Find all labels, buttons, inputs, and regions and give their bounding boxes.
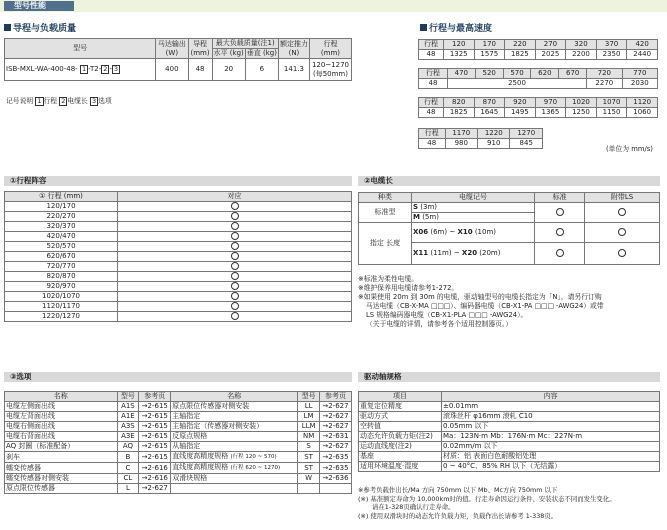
speed-table-3 (418, 97, 658, 118)
option-ref: →2-627 (319, 402, 351, 412)
corner-top: 行程 (425, 69, 440, 77)
lead-cell: 48 (419, 139, 446, 149)
stroke-row-label: 920/970 (5, 282, 118, 292)
stroke-row-label: 620/670 (5, 252, 118, 262)
cable-len: (10m) (474, 228, 497, 236)
speed-cell: 2440 (627, 50, 658, 60)
drive-item: 空转值 (359, 422, 442, 432)
option-model: A3E (117, 432, 139, 442)
stroke-row-label: 1220/1270 (5, 312, 118, 322)
options-title: ③选项 (4, 372, 352, 382)
drive-note: ※参考负载作出长/Ma 方向 750mm 以下 Mb、Mc方向 750mm 以下 (358, 486, 558, 494)
stroke-cell: 770 (622, 69, 657, 79)
drive-content: 0 ~ 40°C、85% RH 以下（无结露） (442, 462, 660, 472)
circle-icon (231, 312, 239, 320)
option-name (171, 463, 298, 474)
cable-code: X06 (413, 228, 429, 236)
cable-note: LS 规格编码器电缆（CB-X1-PLA □□□ -AWG24）。 (366, 311, 528, 319)
circle-icon (231, 272, 239, 280)
stroke-row-label: 520/570 (5, 242, 118, 252)
col-thrust: 额定推力 (N) (279, 39, 308, 57)
stroke-cell: 320 (566, 40, 597, 50)
circle-icon (231, 262, 239, 270)
cable-sep: ~ (453, 249, 460, 257)
speed-cell: 2500 (447, 79, 586, 89)
model-spec-title (4, 21, 76, 34)
stroke-cell: 1170 (445, 129, 477, 139)
option-ref: →2-631 (319, 432, 351, 442)
stroke-cell: 220 (505, 40, 536, 50)
cable-note: ※如果使用 20m 到 30m 的电缆，驱动轴型号的电缆长指定为「N」，请另行订购 (358, 293, 602, 301)
option-ref: →2-615 (139, 442, 171, 452)
thrust-value: 141.3 (278, 59, 309, 81)
speed-corner (419, 129, 446, 139)
drive-item: 动态允许负载力矩(注2) (359, 432, 442, 442)
drive-note: 请在1-328页确认行走寿命。 (372, 503, 455, 511)
stroke-cell: 1120 (627, 98, 658, 108)
option-name: 反原点规格 (171, 432, 298, 442)
option-ref: →2-635 (319, 463, 351, 474)
stroke-list-title: ①行程阵容 (4, 176, 352, 186)
option-name: 蠕变传感器 (5, 463, 118, 474)
col-ls: 附带LS (585, 193, 660, 203)
option-model: L (117, 484, 139, 494)
stroke-cell: 170 (474, 40, 505, 50)
speed-cell: 1150 (596, 108, 627, 118)
stroke-cell: 1220 (478, 129, 510, 139)
cable-len: (5m) (422, 213, 439, 221)
speed-cell: 2200 (566, 50, 597, 60)
stroke-cell: 570 (503, 69, 531, 79)
drive-note: (※) 基准额定寿命为 10,000km时的值。行走寿命因运行条件、安装状态不同而发生变化。 (358, 494, 616, 503)
cable-len: (20m) (479, 249, 501, 257)
drive-content: 0.05mm 以下 (442, 422, 660, 432)
header-bar (0, 0, 667, 12)
speed-cell: 1825 (443, 108, 474, 118)
legend-box-3: 3 (91, 97, 97, 105)
stroke-cell: 370 (596, 40, 627, 50)
speed-cell: 845 (510, 139, 543, 149)
col-motor: 马达输出 (W) (156, 39, 188, 59)
option-ref: →2-615 (139, 402, 171, 412)
drive-content: 滚珠丝杆 φ16mm 滚轧 C10 (442, 412, 660, 422)
square-bullet-icon (420, 24, 427, 31)
circle-icon (618, 249, 626, 257)
cable-code: M (413, 213, 420, 221)
option-model: W (298, 474, 320, 484)
speed-cell: 980 (445, 139, 477, 149)
stroke-cell: 270 (535, 40, 566, 50)
col-model: 型号 (298, 392, 320, 402)
cable-len: (11m) (430, 249, 452, 257)
option-name: 蠕变传感器对侧安装 (5, 474, 118, 484)
drive-content: Ma：123N·m Mb：176N·m Mc：227N·m (442, 432, 660, 442)
model-dash: - (109, 65, 112, 73)
option-name (171, 452, 298, 463)
option-name: 主轴指定 (171, 412, 298, 422)
stroke-row-label: 820/870 (5, 272, 118, 282)
speed-cell: 2025 (535, 50, 566, 60)
stroke-cell: 720 (587, 69, 622, 79)
drive-item: 驱动方式 (359, 412, 442, 422)
speed-cell: 1645 (474, 108, 505, 118)
speed-cell: 1495 (505, 108, 536, 118)
circle-icon (556, 228, 564, 236)
stroke-value: 120~1270 (每50mm) (309, 59, 351, 81)
lead-cell: 48 (419, 79, 448, 89)
model-legend (6, 97, 112, 106)
drive-item: 运动直线度(注2) (359, 442, 442, 452)
speed-cell: 2270 (587, 79, 622, 89)
option-name: 电缆右背面出线 (5, 432, 118, 442)
speed-cell: 1365 (535, 108, 566, 118)
col-model: 型号 (5, 39, 156, 59)
option-name: 电缆左背面出线 (5, 412, 118, 422)
speed-cell: 1060 (627, 108, 658, 118)
option-ref: →2-615 (139, 452, 171, 463)
circle-icon (556, 208, 564, 216)
option-model: A3S (117, 422, 139, 432)
option-model: NM (298, 432, 320, 442)
cable-note: ※标准为柔性电缆。 (358, 275, 419, 283)
col-type: 种类 (359, 193, 412, 203)
option-ref: →2-627 (319, 412, 351, 422)
speed-table-4 (418, 128, 543, 149)
stroke-row-label: 220/270 (5, 212, 118, 222)
speed-unit: (单位为 mm/s) (606, 145, 653, 153)
legend-text-3: 选项 (98, 97, 112, 105)
circle-icon (231, 222, 239, 230)
option-ref: →2-635 (319, 452, 351, 463)
speed-corner (419, 40, 444, 50)
circle-icon (231, 302, 239, 310)
col-item: 项目 (359, 392, 442, 402)
col-support: 对应 (118, 192, 352, 202)
cable-note: （关于电缆的详情，请参考各个适用控制器页。） (366, 320, 513, 328)
cable-note: ※维护保养用电缆请参考1-272。 (358, 284, 459, 292)
stroke-cell: 1070 (596, 98, 627, 108)
option-model: LM (298, 412, 320, 422)
option-model: S (298, 442, 320, 452)
stroke-cell: 670 (559, 69, 587, 79)
drive-notes (358, 486, 663, 520)
speed-cell: 910 (478, 139, 510, 149)
option-model: ST (298, 452, 320, 463)
model-box-1: 1 (81, 65, 87, 73)
cable-title: ②电缆长 (358, 176, 660, 186)
corner-top: 行程 (424, 129, 439, 137)
col-name: 名称 (171, 392, 298, 402)
cable-code: X10 (457, 228, 473, 236)
option-name: 从轴指定 (171, 442, 298, 452)
option-model: LLM (298, 422, 320, 432)
speed-cell: 1575 (474, 50, 505, 60)
circle-icon (231, 242, 239, 250)
cable-code: X20 (461, 249, 478, 257)
option-model: AQ (117, 442, 139, 452)
drive-title: 驱动轴规格 (358, 372, 660, 382)
circle-icon (618, 208, 626, 216)
speed-title-text: 行程与最高速度 (429, 24, 493, 34)
stroke-cell: 820 (443, 98, 474, 108)
cable-note: 马达电缆（CB-X-MA □□□）、编码器电缆（CB-X1-PA □□□ -AWG24）或带 (366, 302, 604, 310)
speed-cell: 1250 (566, 108, 597, 118)
col-lead: 导程 (mm) (188, 39, 212, 59)
stroke-cell: 520 (475, 69, 503, 79)
option-ref (319, 484, 351, 494)
stroke-cell: 870 (474, 98, 505, 108)
model-mid: -T2- (88, 65, 102, 73)
page-title: 型号性能 (4, 1, 74, 11)
option-name (171, 484, 298, 494)
speed-corner (419, 69, 448, 79)
legend-lead: 记号说明 (6, 97, 34, 105)
stroke-row-label: 1120/1170 (5, 302, 118, 312)
stroke-row-label: 420/470 (5, 232, 118, 242)
lead-cell: 48 (419, 108, 444, 118)
model-spec-title-text: 导程与负载质量 (13, 24, 77, 34)
speed-table-1 (418, 39, 658, 60)
option-model: A1E (117, 412, 139, 422)
option-model: B (117, 452, 139, 463)
model-spec-table (4, 38, 352, 81)
model-box-3: 3 (113, 65, 119, 73)
option-sub: (行程 620 ~ 1270) (230, 465, 281, 471)
circle-icon (231, 292, 239, 300)
load-h-value: 20 (212, 59, 245, 81)
corner-top: 行程 (423, 98, 438, 106)
option-ref: →2-615 (139, 422, 171, 432)
drive-item: 适用环境温度·湿度 (359, 462, 442, 472)
circle-icon (231, 202, 239, 210)
option-name: 原点限位传感器 (5, 484, 118, 494)
option-model: LL (298, 402, 320, 412)
stroke-list-table (4, 191, 352, 322)
col-load-h: 水平 (kg) (213, 49, 244, 57)
option-model: CL (117, 474, 139, 484)
option-ref: →2-627 (139, 484, 171, 494)
circle-icon (231, 252, 239, 260)
square-bullet-icon (4, 24, 11, 31)
col-stroke: 行程 (mm) (309, 39, 351, 59)
col-ref: 参考页 (139, 392, 171, 402)
drive-content: ±0.01mm (442, 402, 660, 412)
stroke-cell: 120 (443, 40, 474, 50)
option-ref: →2-616 (139, 474, 171, 484)
circle-icon (556, 249, 564, 257)
drive-table (358, 391, 660, 472)
option-ref: →2-627 (319, 422, 351, 432)
col-name: 名称 (5, 392, 118, 402)
cable-table (358, 192, 660, 265)
lead-value: 48 (188, 59, 212, 81)
option-name: 电缆左侧面出线 (5, 402, 118, 412)
drive-content: 材质：铝 表面白色耐酸铝处理 (442, 452, 660, 462)
model-code (5, 59, 156, 81)
drive-note: (※) 使用双滑块时的动态允许负载力矩，负载作出长请参考 1-338页。 (358, 511, 558, 520)
col-content: 内容 (442, 392, 660, 402)
cable-code: S (413, 203, 419, 211)
cable-code: X11 (413, 249, 429, 257)
col-stroke: ① 行程 (mm) (5, 192, 118, 202)
col-ref: 参考页 (319, 392, 351, 402)
circle-icon (231, 232, 239, 240)
col-code: 电缆记号 (412, 193, 535, 203)
col-load-v: 垂直 (kg) (246, 49, 277, 57)
circle-icon (231, 212, 239, 220)
cable-sep: ~ (449, 228, 456, 236)
option-ref: →2-627 (319, 442, 351, 452)
stroke-row-label: 720/770 (5, 262, 118, 272)
drive-item: 重复定位精度 (359, 402, 442, 412)
option-name: 主轴指定（传感器对侧安装） (171, 422, 298, 432)
legend-box-1: 1 (37, 97, 42, 105)
option-model: ST (298, 463, 320, 474)
stroke-cell: 620 (531, 69, 559, 79)
lead-cell: 48 (419, 50, 444, 60)
motor-value: 400 (156, 59, 188, 81)
model-prefix: ISB-MXL-WA-400-48- (6, 65, 78, 73)
option-ref: →2-615 (139, 432, 171, 442)
load-v-value: 6 (245, 59, 278, 81)
option-ref: →2-616 (139, 463, 171, 474)
option-ref: →2-636 (319, 474, 351, 484)
drive-content: 0.02mm/m 以下 (442, 442, 660, 452)
stroke-cell: 970 (535, 98, 566, 108)
cable-len: (3m) (420, 203, 438, 211)
option-model (298, 484, 320, 494)
speed-cell: 1325 (443, 50, 474, 60)
circle-icon (231, 282, 239, 290)
options-table (4, 391, 352, 494)
col-std: 标准 (535, 193, 585, 203)
col-load: 最大负载质量(注1) (212, 39, 278, 49)
stroke-cell: 1270 (510, 129, 543, 139)
spec-label: 指定 长度 (359, 223, 412, 265)
stroke-row-label: 320/370 (5, 222, 118, 232)
circle-icon (618, 228, 626, 236)
speed-corner (419, 98, 444, 108)
option-ref: →2-615 (139, 412, 171, 422)
stroke-cell: 420 (627, 40, 658, 50)
std-label: 标准型 (359, 203, 412, 223)
model-box-2: 2 (103, 65, 108, 73)
option-name: 原点限位传感器对侧安装 (171, 402, 298, 412)
speed-table-2 (418, 68, 658, 89)
option-name: 双滑块规格 (171, 474, 298, 484)
drive-item: 基座 (359, 452, 442, 462)
legend-text-2: 电缆长 (67, 97, 88, 105)
speed-title (420, 21, 492, 34)
option-name: 刹车 (5, 452, 118, 463)
stroke-cell: 920 (505, 98, 536, 108)
legend-box-2: 2 (61, 97, 66, 105)
option-name: 电缆右侧面出线 (5, 422, 118, 432)
stroke-cell: 470 (447, 69, 475, 79)
stroke-row-label: 120/170 (5, 202, 118, 212)
legend-text-1: 行程 (43, 97, 58, 105)
corner-top: 行程 (423, 40, 438, 48)
stroke-cell: 1020 (566, 98, 597, 108)
cable-len: (6m) (430, 228, 448, 236)
speed-cell: 2350 (596, 50, 627, 60)
speed-cell: 1825 (505, 50, 536, 60)
option-name-text: 直线度高精度规格 (172, 452, 229, 460)
speed-cell: 2030 (622, 79, 657, 89)
option-model: A1S (117, 402, 139, 412)
option-name-text: 直线度高精度规格 (172, 463, 229, 471)
cable-notes (358, 275, 663, 329)
stroke-row-label: 1020/1070 (5, 292, 118, 302)
option-sub: (行程 120 ~ 570) (230, 454, 277, 460)
col-model: 型号 (117, 392, 139, 402)
option-model: C (117, 463, 139, 474)
option-name: AQ 封圈（标准配备） (5, 442, 118, 452)
